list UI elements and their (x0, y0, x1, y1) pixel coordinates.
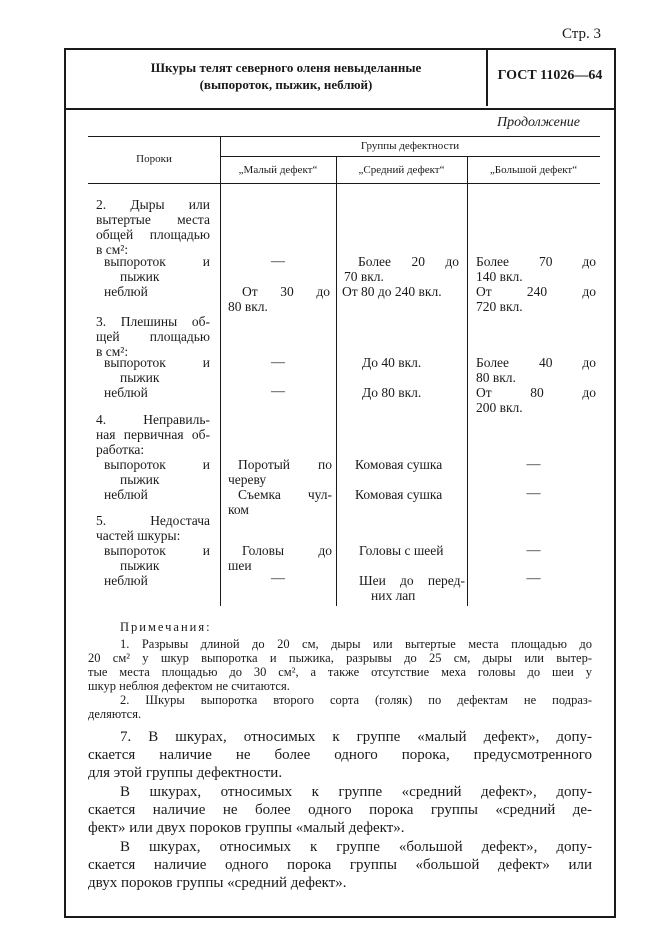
title-line: Шкуры телят северного оленя невыделанные (150, 60, 422, 75)
cell-line: пыжик (120, 370, 160, 385)
cell-line: них лап (371, 588, 416, 603)
cell-line: череву (228, 472, 267, 487)
cell-line: в см²: (96, 242, 129, 257)
cell-line: 200 вкл. (476, 400, 523, 415)
note-line: деляются. (88, 707, 142, 721)
para-line: В шкурах, относимых к группе «большой дефект», допу- (120, 839, 592, 855)
header-large-defect: „Большой дефект“ (489, 164, 578, 176)
table-subheader-rule (220, 156, 600, 157)
note-line: 1. Разрывы длиной до 20 см, дыры или вытертые места площадью до (120, 637, 592, 651)
cell-line: 70 вкл. (344, 269, 384, 284)
cell-line: общей площадью (96, 227, 210, 242)
page-frame (64, 48, 616, 918)
para-line: фект» или двух пороков группы «малый дефект». (88, 820, 405, 836)
row-5b-small: — (271, 571, 285, 586)
paragraph-7 (88, 728, 592, 782)
row-3a-name (104, 355, 210, 385)
column-divider (336, 156, 337, 606)
cell-line: От 80 до (476, 385, 596, 400)
row-5a-medium: Головы с шеей (359, 543, 444, 558)
row-5a-small (228, 543, 332, 573)
column-divider (220, 136, 221, 606)
document-title (86, 59, 486, 93)
para-line: В шкурах, относимых к группе «средний дефект», допу- (120, 784, 592, 800)
cell-line: выпороток и (104, 543, 210, 558)
para-line: 7. В шкурах, относимых к группе «малый дефект», допу- (120, 729, 592, 745)
cell-line: 2. Дыры или (96, 197, 210, 212)
cell-line: Более 40 до (476, 355, 596, 370)
row-3b-large (476, 385, 596, 415)
cell-line: 5. Недостача (96, 513, 210, 528)
cell-line: пыжик (120, 269, 160, 284)
para-line: скается наличие не более одного порока, предусмотренного (88, 747, 592, 763)
paragraph-9 (88, 838, 592, 892)
table-top-rule (88, 136, 600, 137)
row-5b-name: неблюй (104, 573, 148, 588)
header-poroki: Пороки (136, 153, 172, 165)
row-4b-small (228, 487, 332, 517)
title-line: (выпороток, пыжик, неблюй) (199, 77, 373, 92)
cell-line: выпороток и (104, 254, 210, 269)
row-2b-large (476, 284, 596, 314)
header-groups: Группы дефектности (360, 140, 460, 152)
cell-line: ная первичная об- (96, 427, 210, 442)
cell-line: Поротый по (238, 457, 332, 472)
row-2a-large (476, 254, 596, 284)
notes-title: Примечания: (120, 620, 212, 634)
row-3b-medium: До 80 вкл. (362, 385, 422, 400)
para-line: скается наличие не более одного порока группы «средний де- (88, 802, 592, 818)
row-2b-name: неблюй (104, 284, 148, 299)
cell-line: 80 вкл. (228, 299, 268, 314)
para-line: двух пороков группы «средний дефект». (88, 875, 347, 891)
row-2-heading (96, 197, 210, 257)
row-5-heading (96, 513, 210, 543)
row-2b-small (228, 284, 330, 314)
cell-line: 4. Неправиль- (96, 412, 210, 427)
row-4-heading (96, 412, 210, 457)
cell-line: Головы до (242, 543, 332, 558)
cell-line: 720 вкл. (476, 299, 523, 314)
cell-line: 140 вкл. (476, 269, 523, 284)
row-5b-large: — (526, 571, 541, 586)
cell-line: 80 вкл. (476, 370, 516, 385)
note-line: 2. Шкуры выпоротка второго сорта (голяк) по дефектам не подраз- (120, 693, 592, 707)
row-4a-name (104, 457, 210, 487)
cell-line: шеи (228, 558, 252, 573)
para-line: скается наличие одного порока группы «большой дефект» или (88, 857, 592, 873)
cell-line: пыжик (120, 472, 160, 487)
header-medium-defect: „Средний дефект“ (358, 164, 445, 176)
row-2a-medium (344, 254, 459, 284)
cell-line: Съемка чул- (238, 487, 332, 502)
notes-block (88, 620, 592, 721)
cell-line: пыжик (120, 558, 160, 573)
document-header (66, 50, 614, 110)
row-4a-medium: Комовая сушка (355, 457, 443, 472)
note-line: шкур неблюя дефектом не считаются. (88, 679, 290, 693)
header-small-defect: „Малый дефект“ (238, 164, 318, 176)
continuation-label: Продолжение (497, 115, 580, 130)
row-2a-name (104, 254, 210, 284)
paragraph-8 (88, 783, 592, 837)
cell-line: выпороток и (104, 355, 210, 370)
row-5b-medium (359, 573, 465, 603)
cell-line: в см²: (96, 344, 129, 359)
para-line: для этой группы дефектности. (88, 765, 283, 781)
cell-line: 3. Плешины об- (96, 314, 210, 329)
row-3a-small: — (271, 355, 285, 370)
page-number: Стр. 3 (561, 26, 601, 42)
cell-line: Более 20 до (358, 254, 459, 269)
row-4b-medium: Комовая сушка (355, 487, 443, 502)
row-5a-name (104, 543, 210, 573)
cell-line: частей шкуры: (96, 528, 181, 543)
row-4a-large: — (526, 457, 541, 472)
cell-line: щей площадью (96, 329, 210, 344)
note-line: 20 см² у шкур выпоротка и пыжика, разрывы до 25 см, дыры или вытер- (88, 651, 592, 665)
row-3a-large (476, 355, 596, 385)
cell-line: От 240 до (476, 284, 596, 299)
cell-line: Более 70 до (476, 254, 596, 269)
note-line: тые места площадью до 30 см², а также отсутствие меха головы до шеи у (88, 665, 592, 679)
row-3b-name: неблюй (104, 385, 148, 400)
cell-line: ком (228, 502, 249, 517)
cell-line: вытертые места (96, 212, 210, 227)
cell-line: работка: (96, 442, 145, 457)
row-3a-medium: До 40 вкл. (362, 355, 422, 370)
gost-number: ГОСТ 11026—64 (497, 68, 603, 83)
cell-line: От 30 до (242, 284, 330, 299)
row-2a-small: — (271, 254, 285, 269)
cell-line: Шеи до перед- (359, 573, 465, 588)
row-2b-medium: От 80 до 240 вкл. (342, 284, 442, 299)
row-3b-small: — (271, 384, 285, 399)
table-header-rule (88, 183, 600, 184)
row-3-heading (96, 314, 210, 359)
row-4b-large: — (526, 486, 541, 501)
row-5a-large: — (526, 543, 541, 558)
cell-line: выпороток и (104, 457, 210, 472)
row-4a-small (228, 457, 332, 487)
row-4b-name: неблюй (104, 487, 148, 502)
column-divider (467, 156, 468, 606)
